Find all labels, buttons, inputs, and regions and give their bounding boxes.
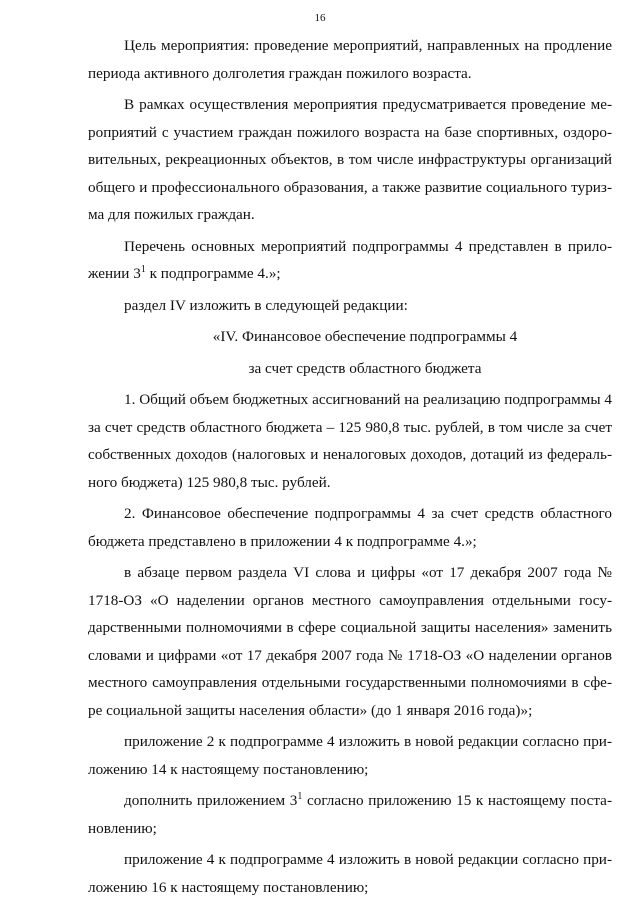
paragraph-section-vi: в абзаце первом раздела VI слова и цифры «от 17 декабря 2007 года № 1718-ОЗ «О наделении органов местного самоуправления отдельными государственными полномочиями в сфере социальной защиты населения» заменить словами и цифрами «от 17 декабря 2007 года № 1718-ОЗ «О наделении органов местного самоуправления отдельными государственными полномочиями в сфере социальной защиты населения области» (до 1 января 2016 года)»;: [88, 564, 612, 719]
paragraph-event-description: В рамках осуществления мероприятия предусматривается проведение мероприятий с участием граждан пожилого возраста на базе спортивных, оздоровительных, рекреационных объектов, в том числе инфраструктуры организаций общего и профессионального образования, а также развитие социального туризма для пожилых граждан.: [88, 96, 612, 223]
paragraph-appendix-3-1: [88, 787, 612, 842]
section-heading-line1: «IV. Финансовое обеспечение подпрограммы 4: [212, 328, 518, 345]
section-heading-line2: за счет средств областного бюджета: [248, 359, 482, 377]
paragraph-events-list-tail: к подпрограмме 4.»;: [145, 265, 281, 282]
paragraph-events-list: [88, 233, 612, 288]
paragraph-events-list-text: Перечень основных мероприятий подпрограммы 4 представлен в приложении 3: [88, 237, 612, 282]
document-body: [88, 32, 612, 901]
paragraph-event-goal: Цель мероприятия: проведение мероприятий, направленных на продление периода активного долголетия граждан пожилого возраста.: [88, 37, 612, 82]
page-number: 16: [314, 12, 326, 24]
paragraph-appendix-3-1-tail: согласно приложению 15 к настоящему постановлению;: [88, 792, 612, 837]
paragraph-appendix-3-1-text: дополнить приложением 3: [124, 792, 298, 809]
superscript: 1: [140, 264, 146, 275]
paragraph-budget-total: 1. Общий объем бюджетных ассигнований на реализацию подпрограммы 4 за счет средств областного бюджета – 125 980,8 тыс. рублей, в том числе за счет собственных доходов (налоговых и неналоговых доходов, дотаций из федерального бюджета) 125 980,8 тыс. рублей.: [88, 391, 612, 491]
superscript: 1: [297, 791, 303, 802]
paragraph-appendix-4: приложение 4 к подпрограмме 4 изложить в новой редакции согласно приложению 16 к настоящему постановлению;: [88, 851, 612, 896]
paragraph-section-iv: раздел IV изложить в следующей редакции:: [124, 296, 408, 314]
paragraph-appendix-2: приложение 2 к подпрограмме 4 изложить в новой редакции согласно приложению 14 к настоящему постановлению;: [88, 733, 612, 778]
paragraph-budget-appendix: 2. Финансовое обеспечение подпрограммы 4 за счет средств областного бюджета представлено в приложении 4 к подпрограмме 4.»;: [88, 505, 612, 550]
